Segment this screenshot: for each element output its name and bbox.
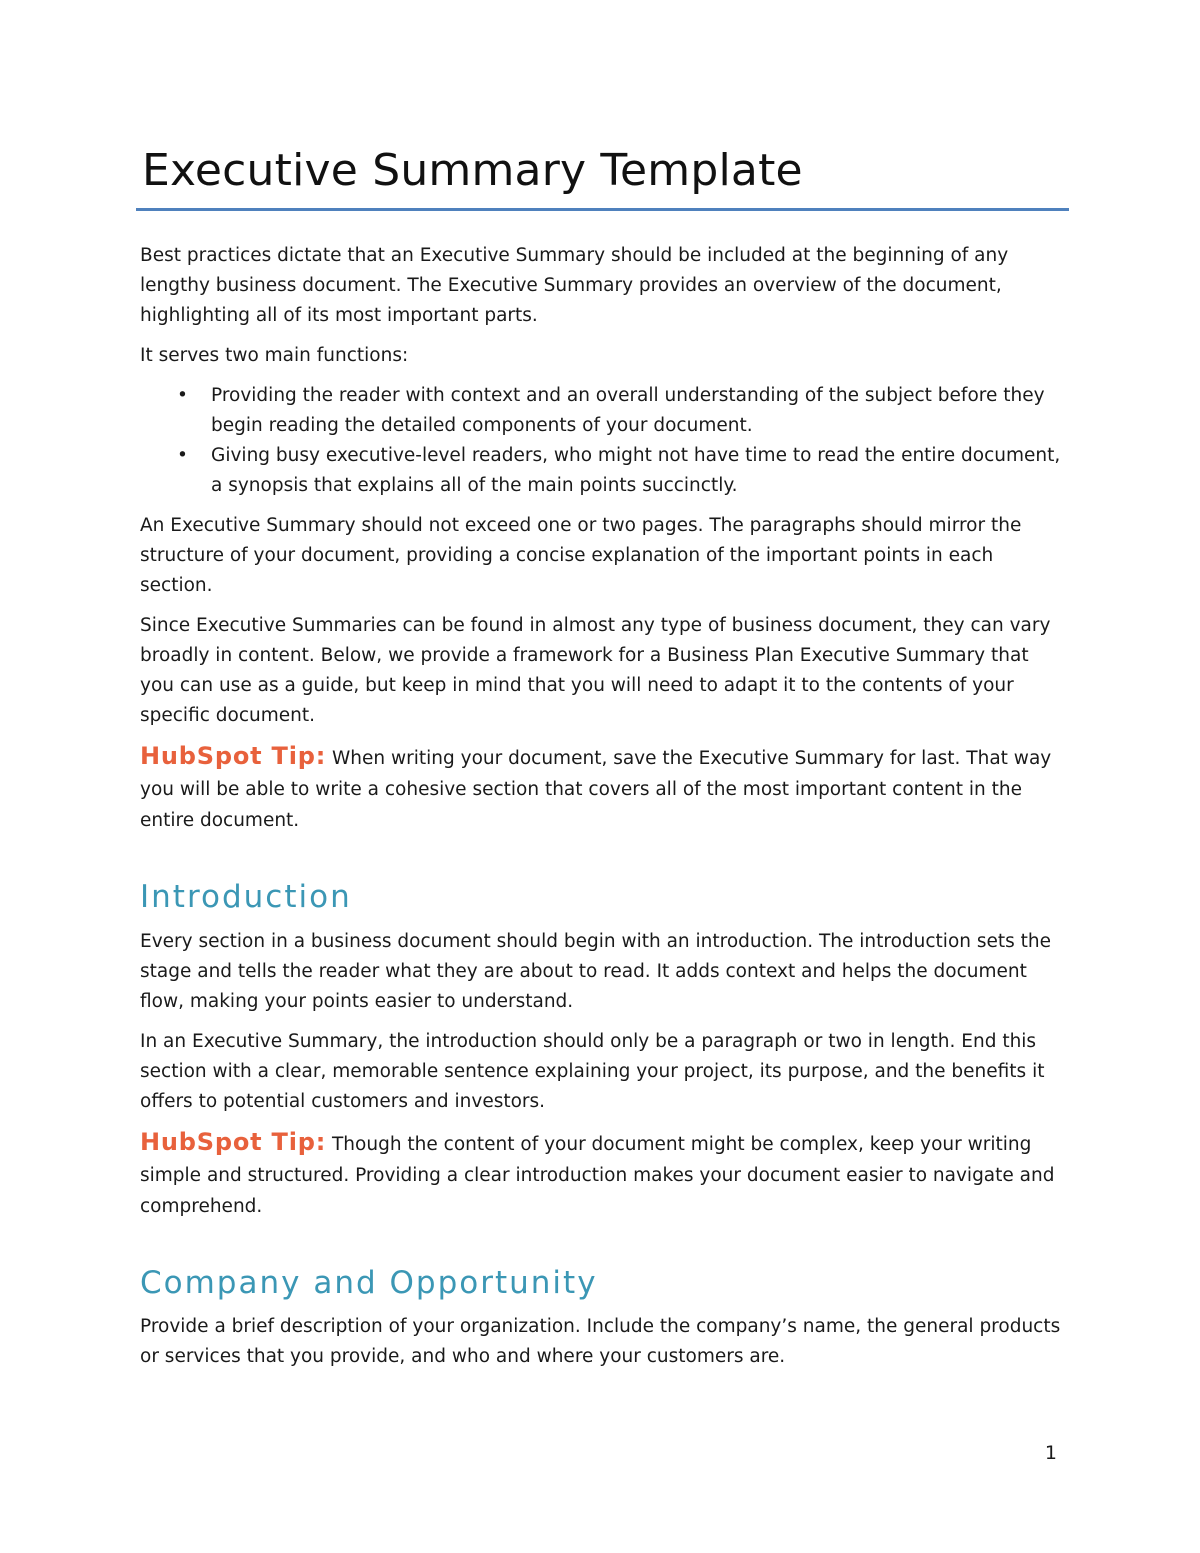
- list-item-text: Providing the reader with context and an overall understanding of the subject before they begin reading the detailed components of your document.: [211, 384, 1045, 436]
- bullet-icon: •: [177, 444, 188, 466]
- tip-text: Though the content of your document might be complex, keep your writing simple and structured. Providing a clear introduction makes your document easier to navigate and comprehend.: [140, 1133, 1055, 1217]
- page-number: 1: [1044, 1442, 1057, 1464]
- paragraph-company-1: Provide a brief description of your organization. Include the company’s name, the general products or services that you provide, and who and where your customers are.: [140, 1316, 1061, 1368]
- tip-text: When writing your document, save the Executive Summary for last. That way you will be able to write a cohesive section that covers all of the most important content in the entire document.: [140, 747, 1052, 831]
- page-content: [140, 145, 1065, 1382]
- paragraph-functions-lead: It serves two main functions:: [140, 344, 409, 366]
- paragraph-introduction-1: Every section in a business document should begin with an introduction. The introduction sets the stage and tells the reader what they are about to read. It adds context and helps the document flow, making your points easier to understand.: [140, 930, 1052, 1012]
- tip-label: HubSpot Tip:: [140, 1127, 327, 1156]
- paragraph-introduction-2: In an Executive Summary, the introduction should only be a paragraph or two in length. End this section with a clear, memorable sentence explaining your project, its purpose, and the benefits it offers to potential customers and investors.: [140, 1030, 1045, 1112]
- hubspot-tip-1: [140, 741, 1065, 836]
- paragraph-best-practices: Best practices dictate that an Executive Summary should be included at the beginning of any lengthy business document. The Executive Summary provides an overview of the document, highlighting all of its most important parts.: [140, 244, 1009, 326]
- paragraph-length: An Executive Summary should not exceed one or two pages. The paragraphs should mirror the structure of your document, providing a concise explanation of the important points in each section.: [140, 514, 1022, 596]
- document-title: Executive Summary Template: [142, 145, 803, 196]
- tip-label: HubSpot Tip:: [140, 741, 327, 770]
- list-item: [140, 381, 1065, 441]
- section-heading-introduction: Introduction: [140, 878, 352, 915]
- hubspot-tip-2: [140, 1127, 1065, 1222]
- list-item-text: Giving busy executive-level readers, who might not have time to read the entire document, a synopsis that explains all of the main points succinctly.: [211, 444, 1061, 496]
- bullet-icon: •: [177, 384, 188, 406]
- list-item: [140, 441, 1065, 501]
- paragraph-framework: Since Executive Summaries can be found in almost any type of business document, they can vary broadly in content. Below, we provide a framework for a Business Plan Executive Summary that you can use as a guide, but keep in mind that you will need to adapt it to the contents of your specific document.: [140, 614, 1051, 726]
- section-heading-company: Company and Opportunity: [140, 1264, 598, 1301]
- functions-list: [140, 381, 1065, 501]
- title-underline: [136, 208, 1069, 211]
